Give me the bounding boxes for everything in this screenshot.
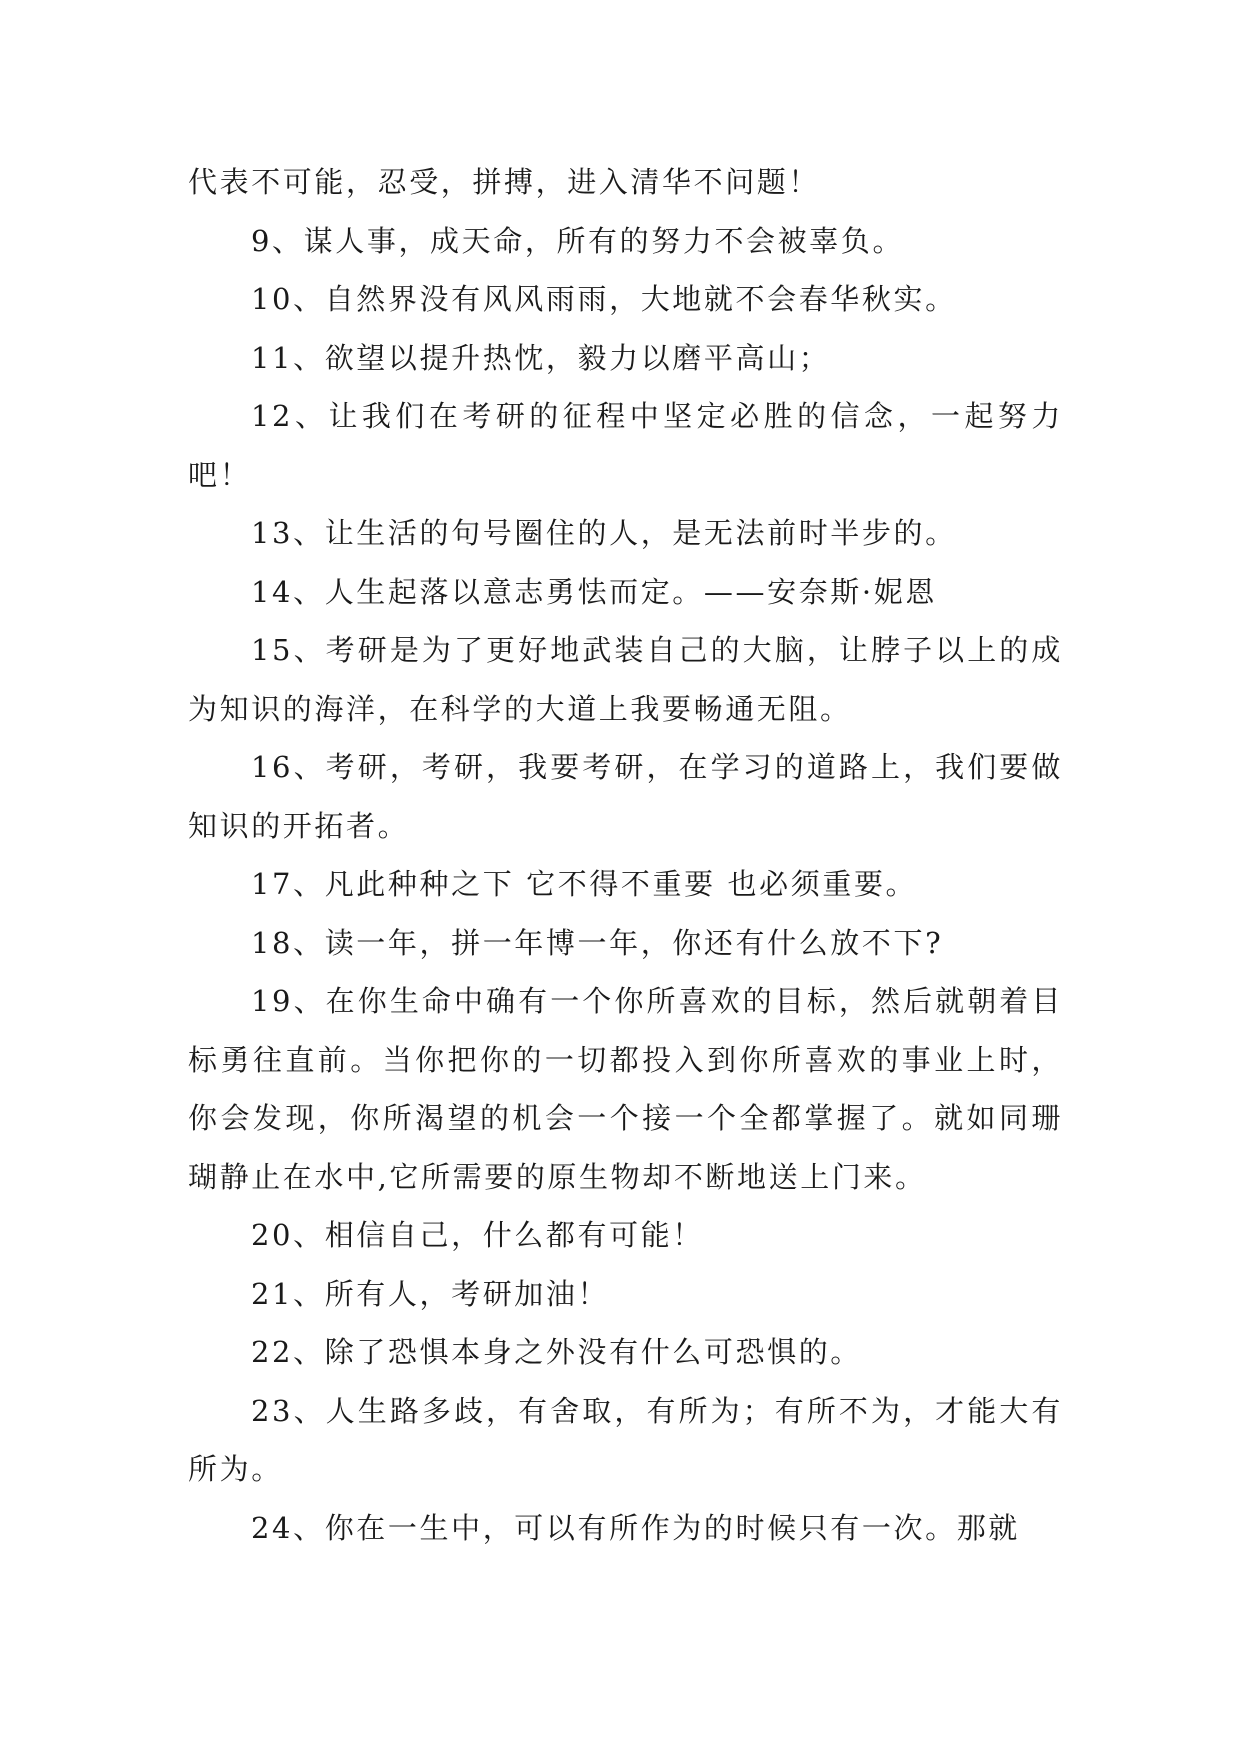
paragraph-item-20: 20、相信自己，什么都有可能！ [251,1218,704,1252]
paragraph-item-19: 19、在你生命中确有一个你所喜欢的目标，然后就朝着目标勇往直前。当你把你的一切都投入到你所喜欢的事业上时，你会发现，你所渴望的机会一个接一个全都掌握了。就如同珊瑚静止在水中,它所需要的原生物却不断地送上门来。 [188,984,1063,1194]
paragraph-item-13: 13、让生活的句号圈住的人，是无法前时半步的。 [251,516,957,550]
paragraph-item-15: 15、考研是为了更好地武装自己的大脑，让脖子以上的成为知识的海洋，在科学的大道上我要畅通无阻。 [188,633,1063,726]
paragraph-item-21: 21、所有人，考研加油！ [251,1276,610,1311]
paragraph-item-16: 16、考研，考研，我要考研，在学习的道路上，我们要做知识的开拓者。 [188,750,1063,843]
paragraph-item-9: 9、谋人事，成天命，所有的努力不会被辜负。 [251,223,905,258]
paragraph-item-11: 11、欲望以提升热忱，毅力以磨平高山； [251,340,831,375]
paragraph-continuation: 代表不可能，忍受，拼搏，进入清华不问题！ [188,165,821,199]
paragraph-item-18: 18、读一年，拼一年博一年，你还有什么放不下? [251,925,944,960]
document-body [188,153,1063,1557]
paragraph-item-23: 23、人生路多歧，有舍取，有所为；有所不为，才能大有所为。 [188,1393,1063,1486]
paragraph-item-22: 22、除了恐惧本身之外没有什么可恐惧的。 [251,1335,862,1369]
paragraph-item-12: 12、让我们在考研的征程中坚定必胜的信念，一起努力吧！ [188,399,1063,492]
paragraph-item-14: 14、人生起落以意志勇怯而定。——安奈斯·妮恩 [251,574,937,609]
paragraph-item-24: 24、你在一生中，可以有所作为的时候只有一次。那就 [251,1510,1020,1545]
paragraph-item-17: 17、凡此种种之下 它不得不重要 也必须重要。 [251,867,918,901]
paragraph-item-10: 10、自然界没有风风雨雨，大地就不会春华秋实。 [251,282,957,316]
